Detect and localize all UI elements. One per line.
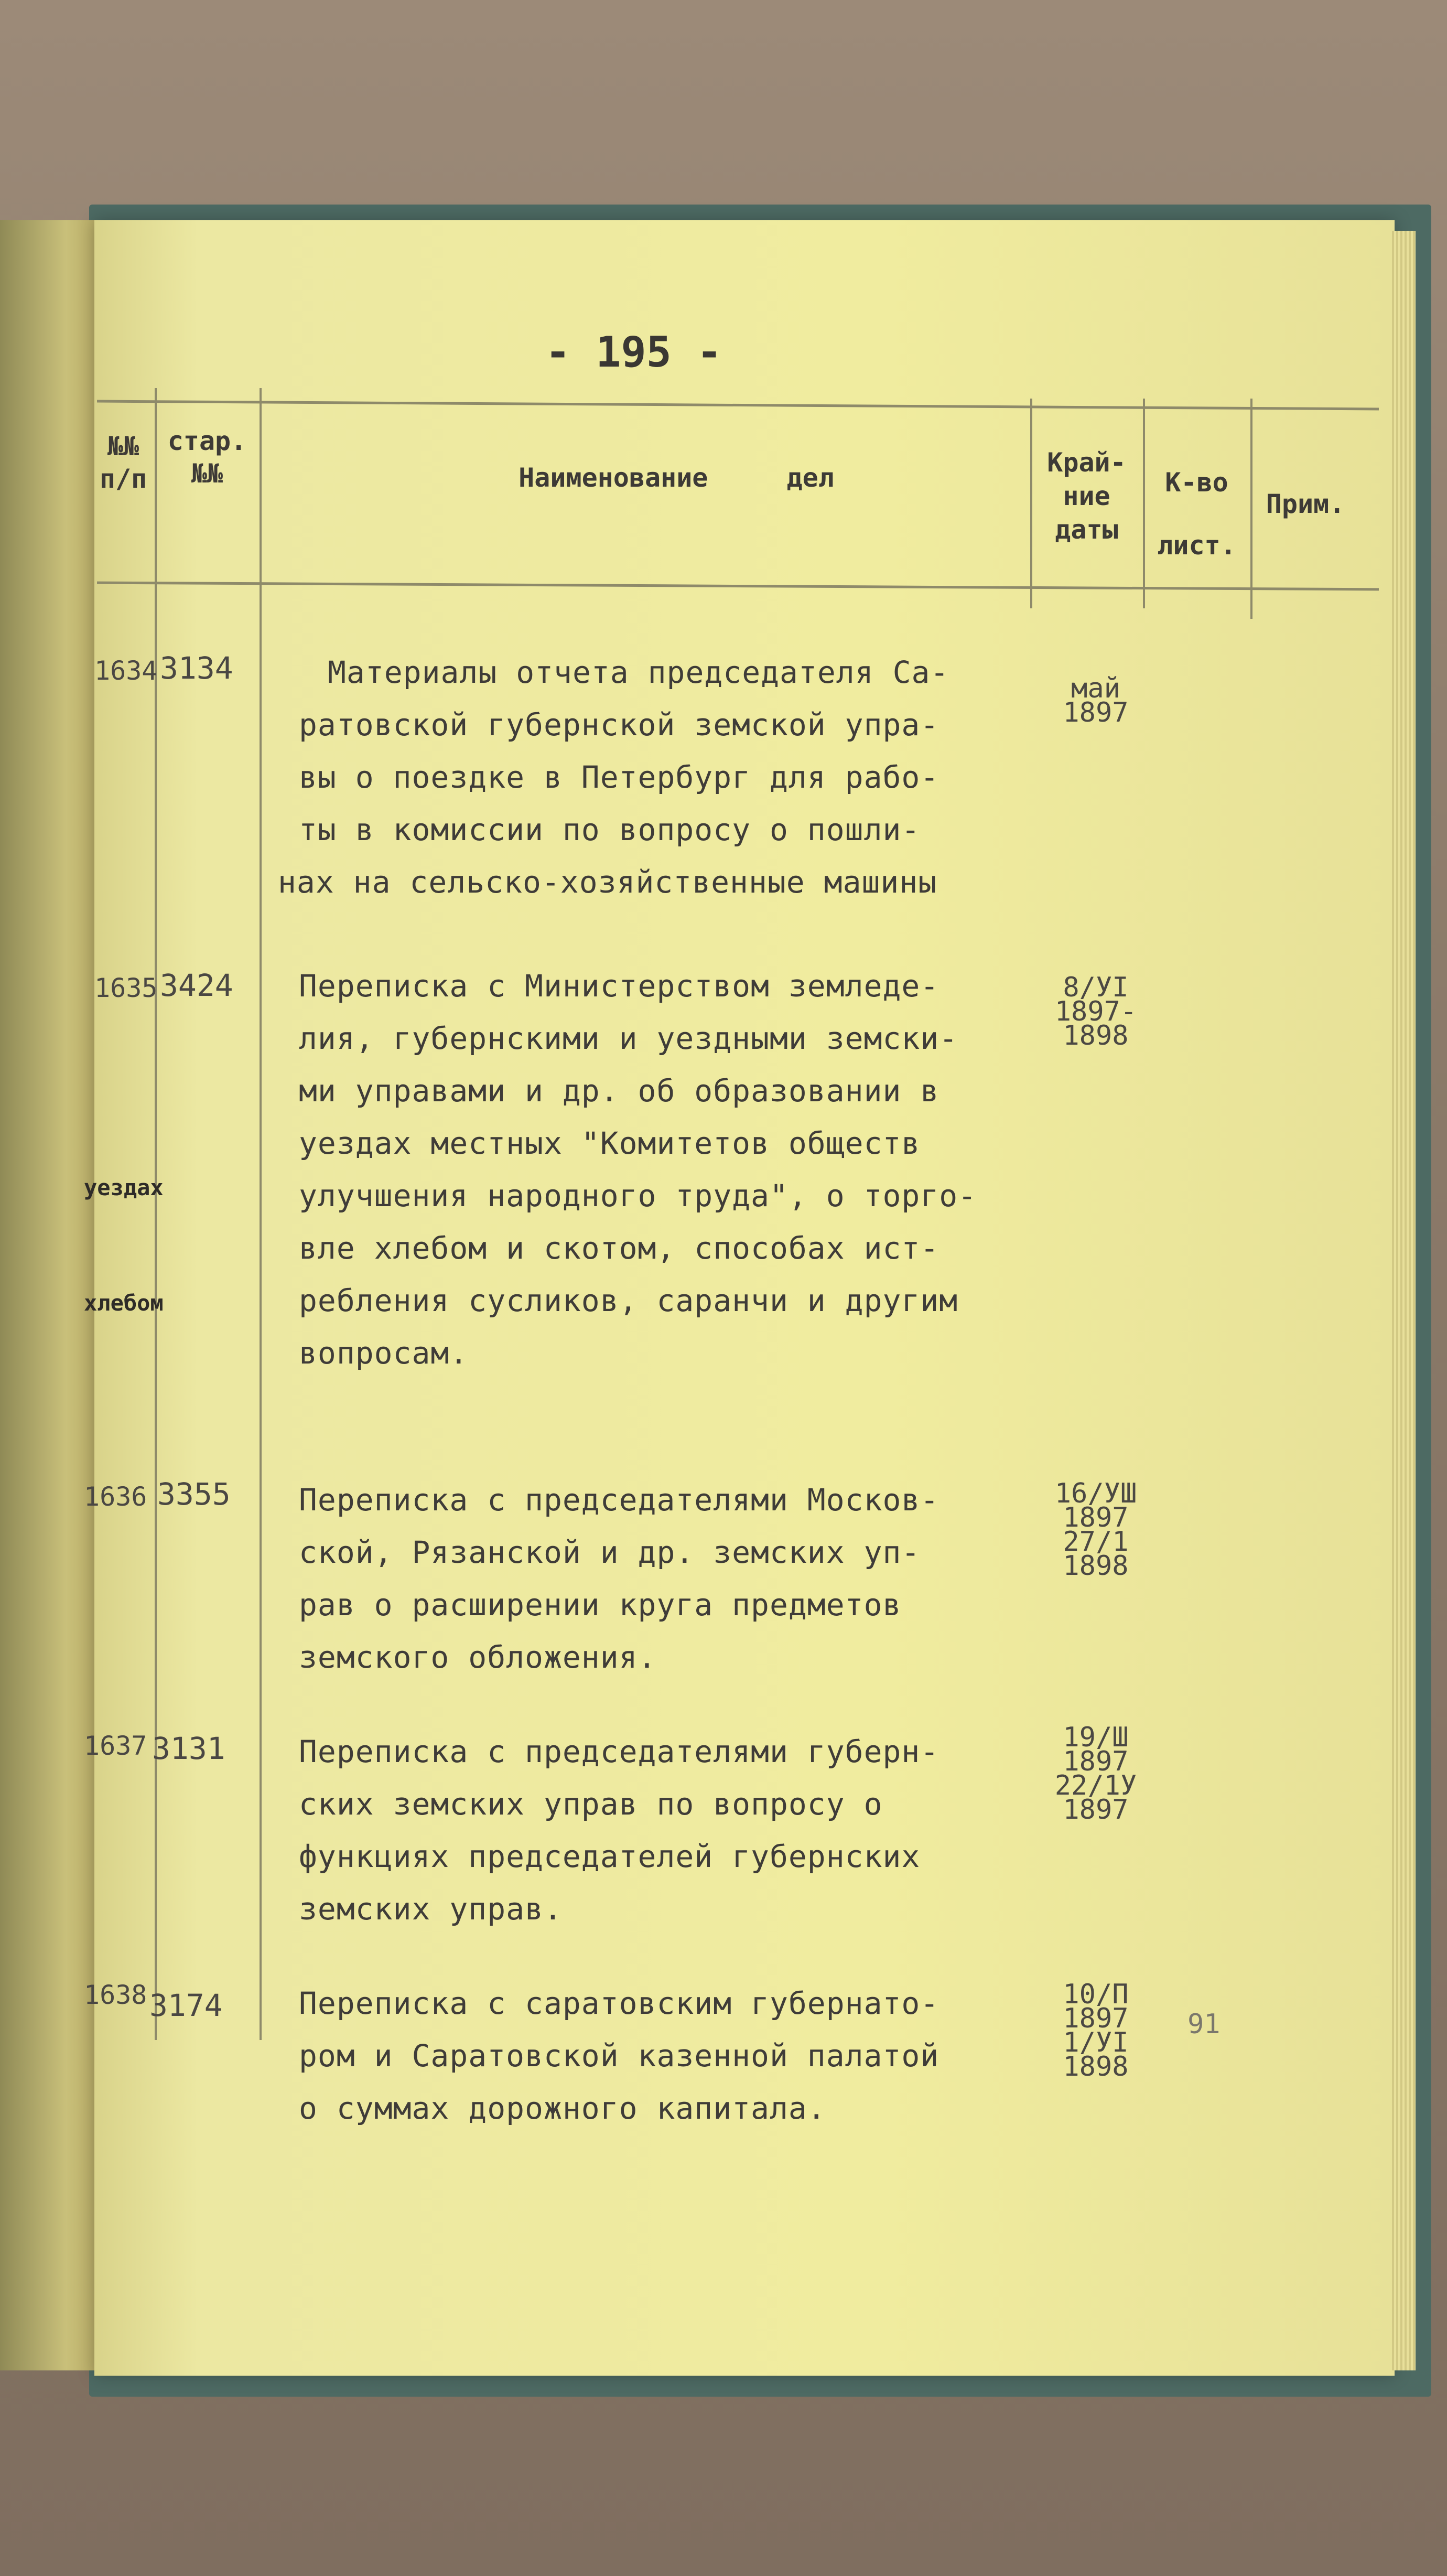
row-1-line-4: ты в комиссии по вопросу о пошли- <box>299 812 921 847</box>
row-4-date-2: 1897 <box>1063 1746 1129 1777</box>
col-divider-2 <box>260 388 262 2040</box>
row-5-date-2: 1897 <box>1063 2003 1129 2034</box>
row-1-date-1: май <box>1071 673 1120 704</box>
row-3-dates <box>1035 1478 1156 1582</box>
row-5-line-2: ром и Саратовской казенной палатой <box>299 2038 940 2074</box>
header-old-line2: №№ <box>191 458 223 489</box>
row-3-line-3: рав о расширении круга предметов <box>299 1587 902 1623</box>
row-2-line-3: ми управами и др. об образовании в <box>299 1073 940 1109</box>
header-num-line1: №№ <box>107 431 139 461</box>
row-4-line-3: функциях председателей губернских <box>299 1839 921 1874</box>
row-3-description <box>299 1474 1043 1683</box>
row-4-line-2: ских земских управ по вопросу о <box>299 1786 883 1822</box>
row-1-line-5: нах на сельско-хозяйственные машины <box>278 864 937 900</box>
row-2-line-1: Переписка с Министерством земледе- <box>299 968 940 1004</box>
row-5-dates <box>1035 1979 1156 2083</box>
row-5-date-3: 1/УI <box>1063 2027 1129 2058</box>
row-1-num: 1634 <box>94 656 158 686</box>
row-3-line-2: ской, Рязанской и др. земских уп- <box>299 1534 921 1570</box>
row-2-line-8: вопросам. <box>299 1335 469 1371</box>
header-old-line1: стар. <box>167 426 247 456</box>
row-5-line-1: Переписка с саратовским губернато- <box>299 1985 940 2021</box>
header-num-line2: п/п <box>99 464 147 494</box>
header-name: Наименование дел <box>519 463 834 493</box>
row-1-date-2: 1897 <box>1063 697 1129 728</box>
row-3-date-2: 1897 <box>1063 1502 1129 1533</box>
row-3-date-4: 1898 <box>1063 1550 1129 1582</box>
row-3-line-1: Переписка с председателями Москов- <box>299 1482 940 1518</box>
header-count-line2: лист. <box>1157 530 1236 561</box>
row-1-dates <box>1035 673 1156 728</box>
row-2-line-2: лия, губернскими и уездными земски- <box>299 1021 958 1056</box>
row-2-date-1: 8/УI <box>1063 972 1129 1003</box>
row-4-line-1: Переписка с председателями губерн- <box>299 1734 940 1769</box>
row-5-date-1: 10/П <box>1063 1979 1129 2010</box>
header-num <box>92 430 155 495</box>
row-1-old-num: 3134 <box>160 650 233 686</box>
row-4-dates <box>1035 1722 1156 1826</box>
row-2-dates <box>1035 972 1156 1051</box>
row-3-date-3: 27/1 <box>1063 1526 1129 1558</box>
page-number: - 195 - <box>545 328 722 377</box>
header-old-num <box>157 425 257 490</box>
row-3-line-4: земского обложения. <box>299 1639 657 1675</box>
row-4-date-4: 1897 <box>1063 1794 1129 1826</box>
row-4-date-1: 19/Ш <box>1063 1722 1129 1753</box>
row-1-description <box>278 646 1043 908</box>
row-5-old-num: 3174 <box>149 1988 223 2023</box>
header-dates-line1: Край- <box>1047 447 1126 478</box>
row-4-description <box>299 1725 1043 1935</box>
row-2-line-5: улучшения народного труда", о торго- <box>299 1178 977 1214</box>
row-1-line-1: Материалы отчета председателя Са- <box>328 654 949 690</box>
row-4-line-4: земских управ. <box>299 1891 563 1927</box>
margin-note-uezdakh: уездах <box>84 1175 164 1200</box>
row-4-old-num: 3131 <box>152 1731 225 1766</box>
row-3-num: 1636 <box>84 1482 147 1512</box>
row-4-date-3: 22/1У <box>1054 1770 1137 1801</box>
row-5-date-4: 1898 <box>1063 2051 1129 2083</box>
row-5-description <box>299 1977 1043 2134</box>
row-2-line-6: вле хлебом и скотом, способах ист- <box>299 1230 940 1266</box>
left-page-edge <box>0 220 94 2370</box>
row-3-old-num: 3355 <box>157 1476 231 1512</box>
row-2-line-7: ребления сусликов, саранчи и другим <box>299 1283 958 1318</box>
header-sheet-count <box>1143 451 1250 577</box>
row-1-line-2: ратовской губернской земской упра- <box>299 707 940 743</box>
header-dates <box>1030 446 1143 546</box>
row-5-line-3: о суммах дорожного капитала. <box>299 2090 826 2126</box>
row-2-date-3: 1898 <box>1063 1020 1129 1051</box>
row-4-num: 1637 <box>84 1731 147 1761</box>
row-5-sheet-count: 91 <box>1187 2009 1221 2040</box>
row-1-line-3: вы о поездке в Петербург для рабо- <box>299 759 940 795</box>
row-5-num: 1638 <box>84 1980 147 2010</box>
row-2-date-2: 1897- <box>1054 996 1137 1027</box>
col-divider-5 <box>1250 399 1252 619</box>
row-2-old-num: 3424 <box>160 968 233 1003</box>
header-dates-line2: ние <box>1063 481 1110 511</box>
row-2-num: 1635 <box>94 973 158 1003</box>
row-2-line-4: уездах местных "Комитетов обществ <box>299 1125 921 1161</box>
row-3-date-1: 16/УШ <box>1054 1478 1137 1509</box>
page-stack-edge <box>1392 231 1416 2370</box>
col-divider-1 <box>155 388 157 2040</box>
header-dates-line3: даты <box>1055 514 1118 545</box>
row-2-description <box>299 960 1043 1379</box>
header-note: Прим. <box>1266 489 1345 519</box>
margin-note-khlebom: хлебом <box>84 1290 164 1316</box>
header-count-line1: К-во <box>1165 467 1228 498</box>
